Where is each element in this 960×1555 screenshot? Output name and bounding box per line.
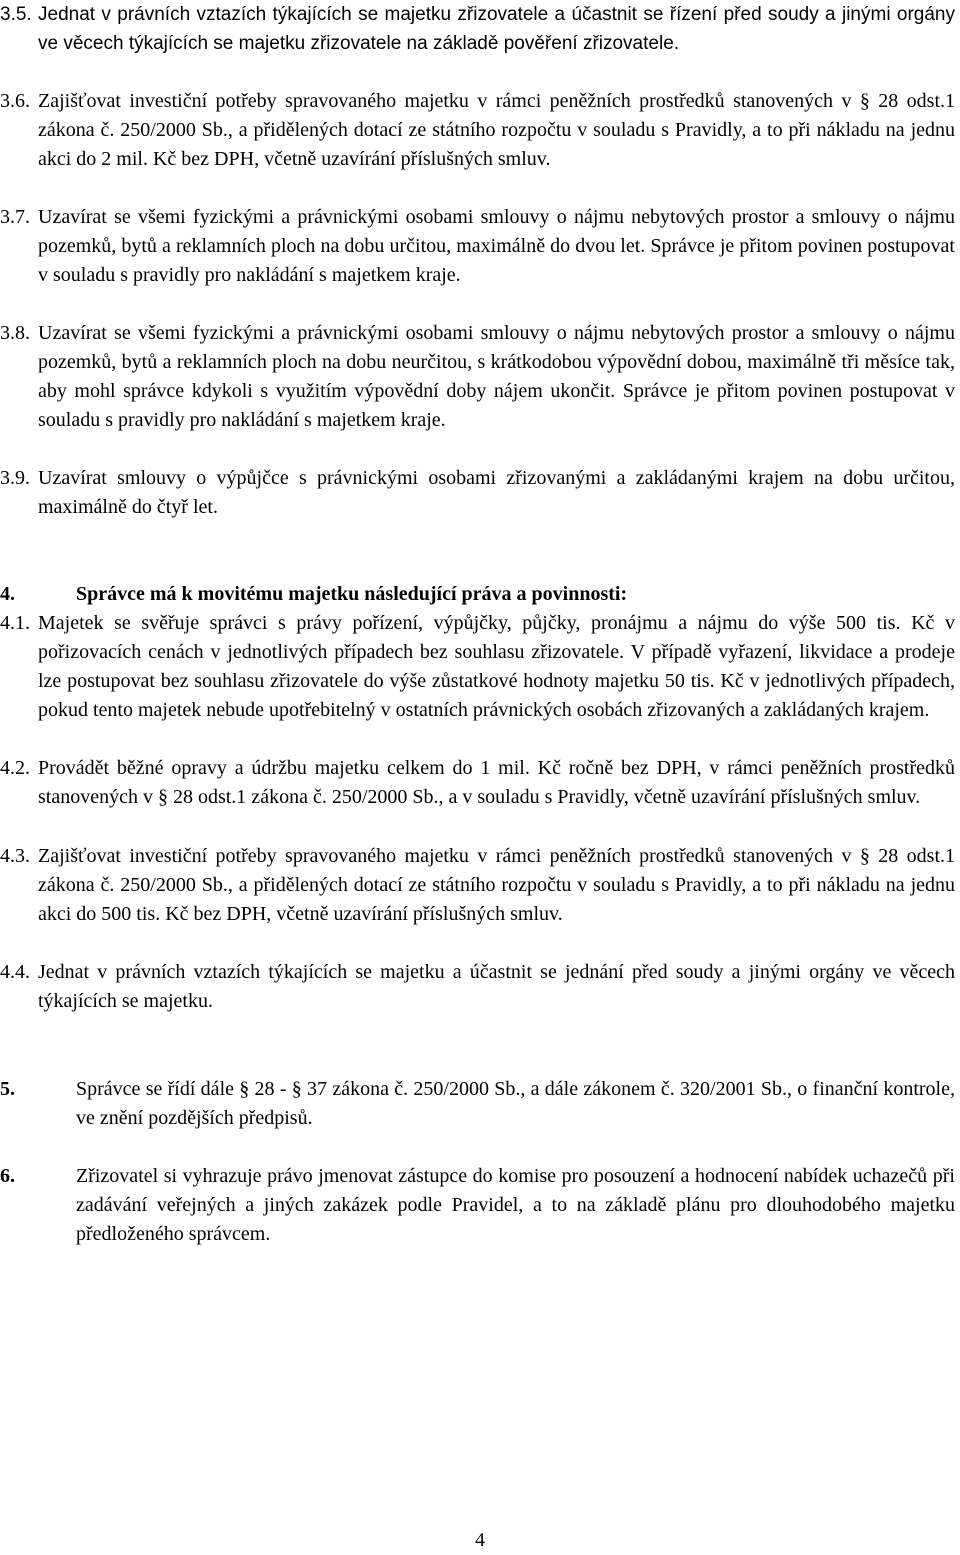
- clause-number: 3.9.: [0, 467, 30, 489]
- clause-3-8: [0, 319, 955, 435]
- clause-text: Zajišťovat investiční potřeby spravovaného majetku v rámci peněžních prostředků stanovených v § 28 odst.1 zákona č. 250/2000 Sb., a přidělených dotací ze státního rozpočtu v souladu s Pravidly, a to při nákladu na jednu akci do 2 mil. Kč bez DPH, včetně uzavírání příslušných smluv.: [38, 90, 955, 170]
- section-text: Správce se řídí dále § 28 - § 37 zákona č. 250/2000 Sb., a dále zákonem č. 320/2001 Sb., o finanční kontrole, ve znění pozdějších předpisů.: [76, 1078, 955, 1129]
- section-heading-text: Správce má k movitému majetku následující práva a povinnosti:: [76, 583, 628, 605]
- clause-number: 3.8.: [0, 322, 30, 344]
- page-number: 4: [475, 1529, 485, 1551]
- section-6: [0, 1162, 955, 1249]
- clause-3-6: [0, 87, 955, 174]
- clause-number: 3.7.: [0, 206, 30, 228]
- section-5: [0, 1075, 955, 1133]
- clause-text: Zajišťovat investiční potřeby spravovaného majetku v rámci peněžních prostředků stanovených v § 28 odst.1 zákona č. 250/2000 Sb., a přidělených dotací ze státního rozpočtu v souladu s Pravidly, a to při nákladu na jednu akci do 500 tis. Kč bez DPH, včetně uzavírání příslušných smluv.: [38, 845, 955, 925]
- section-number: 4.: [0, 583, 15, 605]
- section-text: Zřizovatel si vyhrazuje právo jmenovat zástupce do komise pro posouzení a hodnocení nabídek uchazečů při zadávání veřejných a jiných zakázek podle Pravidel, a to na základě plánu pro dlouhodobého majetku předloženého správcem.: [76, 1165, 955, 1245]
- clause-number: 3.5.: [0, 4, 32, 25]
- clause-4-1: [0, 609, 955, 725]
- clause-number: 4.1.: [0, 612, 30, 634]
- clause-text: Jednat v právních vztazích týkajících se majetku a účastnit se jednání před soudy a jinými orgány ve věcech týkajících se majetku.: [38, 961, 955, 1012]
- clause-text: Majetek se svěřuje správci s právy pořízení, výpůjčky, půjčky, pronájmu a nájmu do výše 500 tis. Kč v pořizovacích cenách v jednotlivých případech bez souhlasu zřizovatele. V případě vyřazení, likvidace a prodeje lze postupovat bez souhlasu zřizovatele do výše zůstatkové hodnoty majetku 50 tis. Kč v jednotlivých případech, pokud tento majetek nebude upotřebitelný v ostatních právnických osobách zřizovaných a zakládaných krajem.: [38, 612, 955, 721]
- clause-text: Uzavírat smlouvy o výpůjčce s právnickými osobami zřizovanými a zakládanými krajem na dobu určitou, maximálně do čtyř let.: [38, 467, 955, 518]
- clause-3-7: [0, 203, 955, 290]
- clause-4-2: [0, 754, 955, 812]
- clause-text: Uzavírat se všemi fyzickými a právnickými osobami smlouvy o nájmu nebytových prostor a smlouvy o nájmu pozemků, bytů a reklamních ploch na dobu určitou, maximálně do dvou let. Správce je přitom povinen postupovat v souladu s pravidly pro nakládání s majetkem kraje.: [38, 206, 955, 286]
- clause-number: 3.6.: [0, 90, 30, 112]
- clause-4-4: [0, 958, 955, 1016]
- clause-3-5: [0, 0, 955, 58]
- clause-number: 4.2.: [0, 757, 30, 779]
- clause-text: Jednat v právních vztazích týkajících se majetku zřizovatele a účastnit se řízení před soudy a jinými orgány ve věcech týkajících se majetku zřizovatele na základě pověření zřizovatele.: [38, 4, 955, 54]
- section-4-heading: [0, 580, 955, 609]
- section-number: 6.: [0, 1165, 15, 1187]
- clause-4-3: [0, 842, 955, 929]
- clause-3-9: [0, 464, 955, 522]
- clause-number: 4.3.: [0, 845, 30, 867]
- clause-text: Uzavírat se všemi fyzickými a právnickými osobami smlouvy o nájmu nebytových prostor a smlouvy o nájmu pozemků, bytů a reklamních ploch na dobu neurčitou, s krátkodobou výpovědní dobou, maximálně tři měsíce tak, aby mohl správce kdykoli s využitím výpovědní doby nájem ukončit. Správce je přitom povinen postupovat v souladu s pravidly pro nakládání s majetkem kraje.: [38, 322, 955, 431]
- clause-number: 4.4.: [0, 961, 30, 983]
- section-number: 5.: [0, 1078, 15, 1100]
- clause-text: Provádět běžné opravy a údržbu majetku celkem do 1 mil. Kč ročně bez DPH, v rámci peněžních prostředků stanovených v § 28 odst.1 zákona č. 250/2000 Sb., a v souladu s Pravidly, včetně uzavírání příslušných smluv.: [38, 757, 955, 808]
